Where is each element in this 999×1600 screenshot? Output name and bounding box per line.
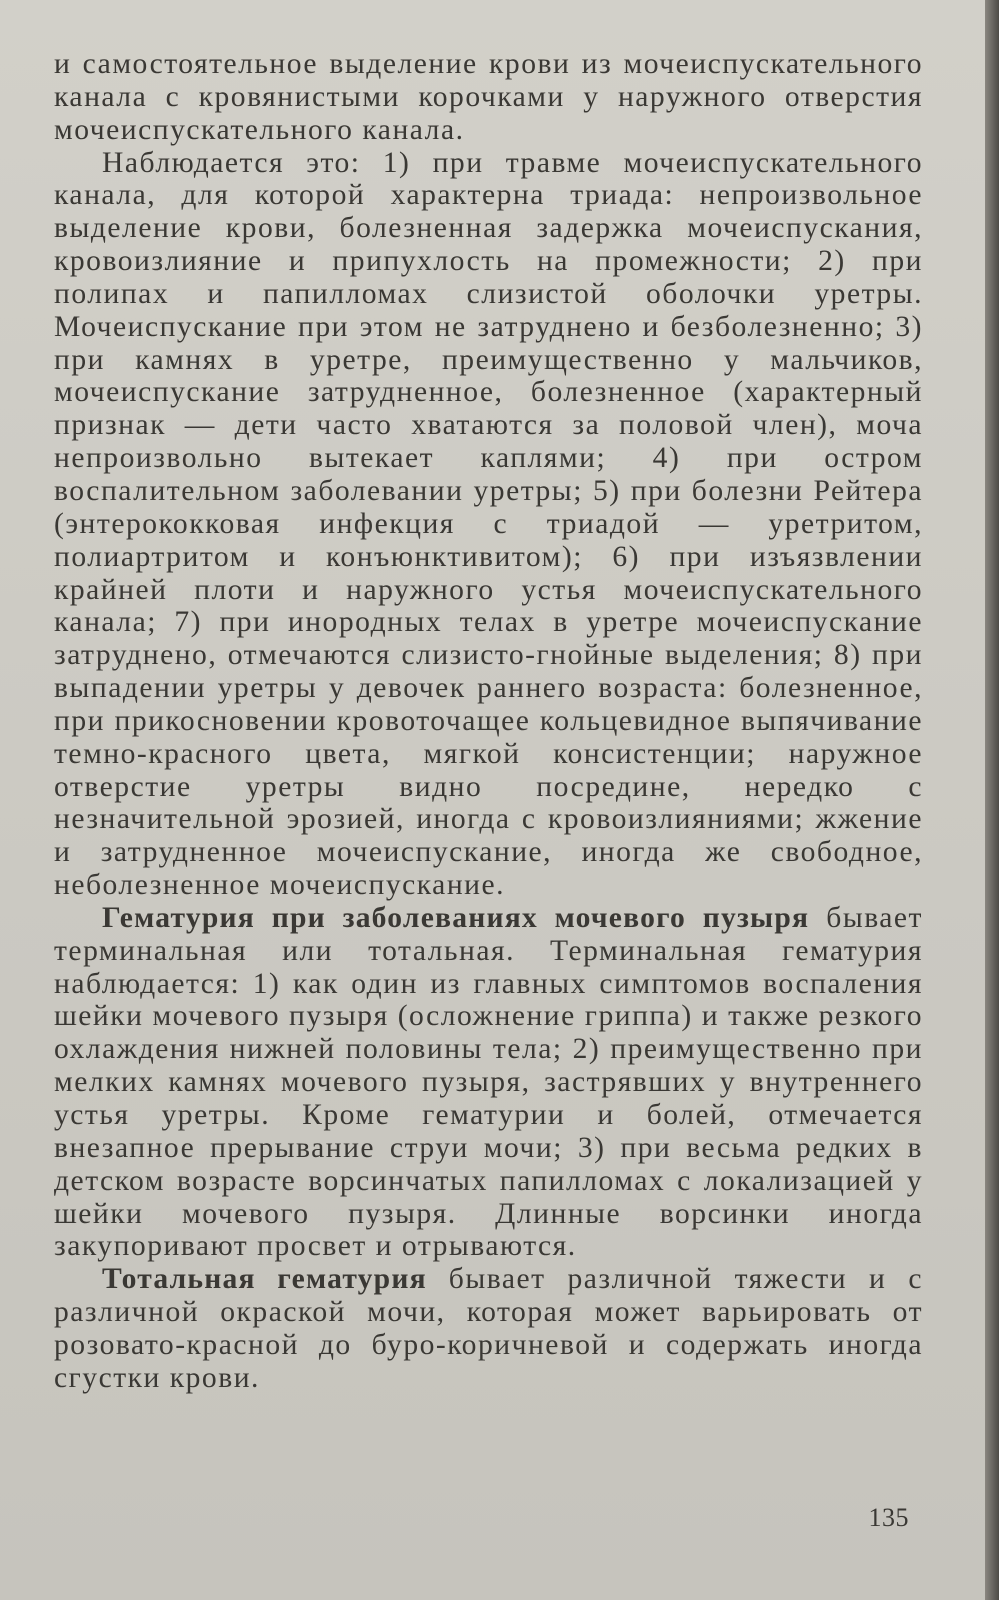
paragraph-bladder-hematuria [54, 902, 923, 1263]
total-hematuria-heading: Тотальная гематурия [102, 1263, 427, 1296]
page-number: 135 [868, 1503, 909, 1532]
page-edge-shadow [985, 0, 999, 1600]
paragraph-urethra-causes [54, 147, 923, 902]
total-hematuria-text: бывает различной тяжести и с различной окраской мочи, которая может варьировать от розовато-красной до буро-коричневой и содержать иногда сгустки крови. [54, 1263, 923, 1394]
paragraph-total-hematuria [54, 1263, 923, 1394]
page-text [54, 48, 923, 1395]
paragraph-urethra-causes-text: Наблюдается это: 1) при травме мочеиспускательного канала, для которой характерна триада: непроизвольное выделение крови, болезненная задержка мочеиспускания, кровоизлияние и припухлость на промежности; 2) при полипах и папилломах слизистой оболочки уретры. Мочеиспускание при этом не затруднено и безболезненно; 3) при камнях в уретре, преимущественно у мальчиков, мочеиспускание затрудненное, болезненное (характерный признак — дети часто хватаются за половой член), моча непроизвольно вытекает каплями; 4) при остром воспалительном заболевании уретры; 5) при болезни Рейтера (энтерококковая инфекция с триадой — уретритом, полиартритом и конъюнктивитом); 6) при изъязвлении крайней плоти и наружного устья мочеиспускательного канала; 7) при инородных телах в уретре мочеиспускание затруднено, отмечаются слизисто-гнойные выделения; 8) при выпадении уретры у девочек раннего возраста: болезненное, при прикосновении кровоточащее кольцевидное выпячивание темно-красного цвета, мягкой консистенции; наружное отверстие уретры видно посредине, нередко с незначительной эрозией, иногда с кровоизлияниями; жжение и затрудненное мочеиспускание, иногда же свободное, неболезненное мочеиспускание. [54, 146, 923, 902]
paragraph-continuation [54, 48, 923, 147]
paragraph-continuation-text: и самостоятельное выделение крови из мочеиспускательного канала с кровянистыми корочками у наружного отверстия мочеиспускательного канала. [54, 48, 923, 146]
bladder-hematuria-heading: Гематурия при заболеваниях мочевого пузыря [102, 901, 810, 934]
bladder-hematuria-text: бывает терминальная или тотальная. Терминальная гематурия наблюдается: 1) как один из главных симптомов воспаления шейки мочевого пузыря (осложнение гриппа) и также резкого охлаждения нижней половины тела; 2) преимущественно при мелких камнях мочевого пузыря, застрявших у внутреннего устья уретры. Кроме гематурии и болей, отмечается внезапное прерывание струи мочи; 3) при весьма редких в детском возрасте ворсинчатых папилломах с локализацией у шейки мочевого пузыря. Длинные ворсинки иногда закупоривают просвет и отрываются. [54, 901, 923, 1263]
